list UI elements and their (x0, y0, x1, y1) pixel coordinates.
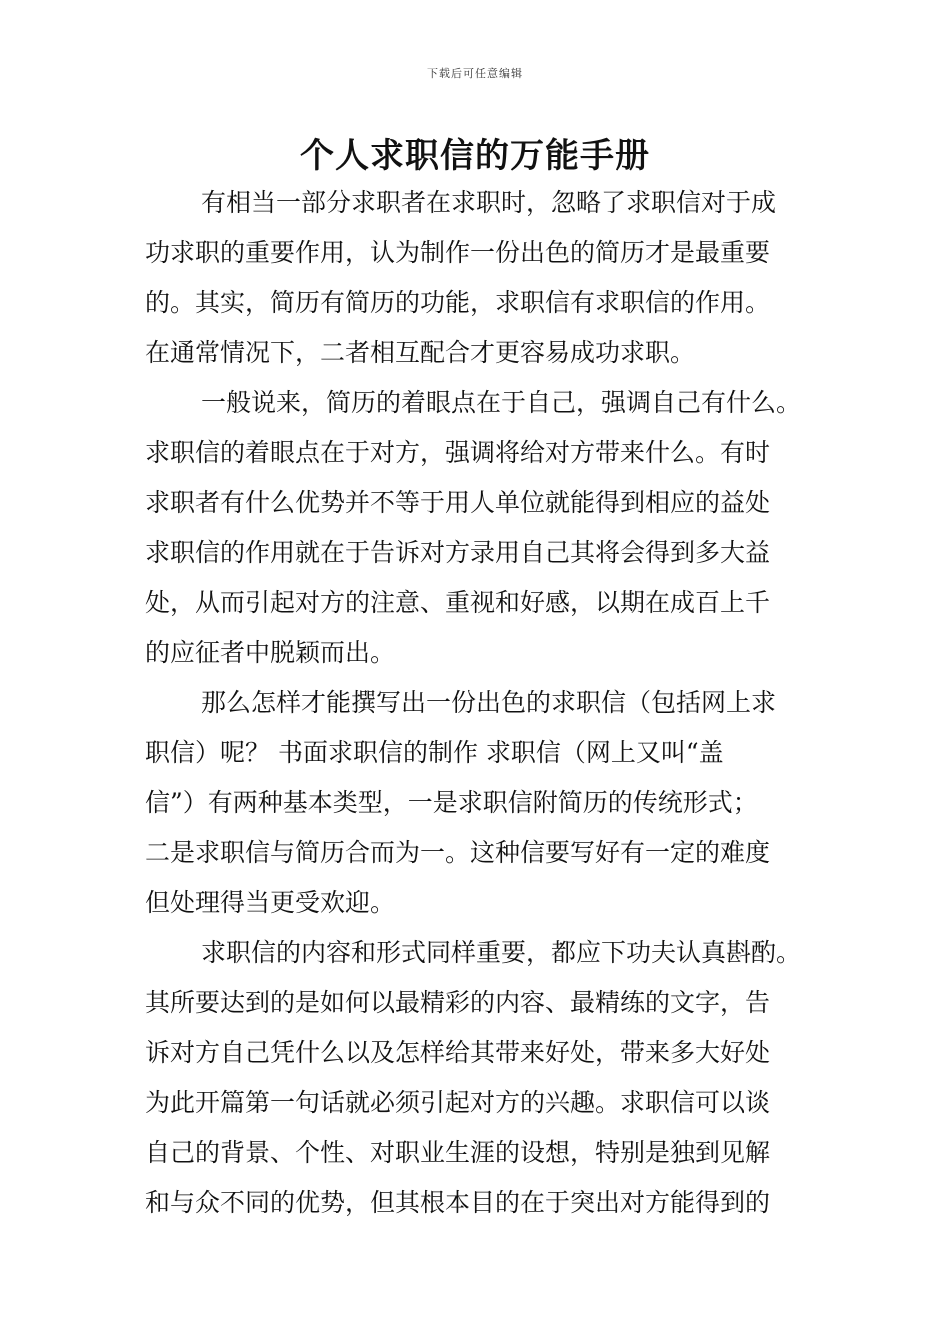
paragraph-line: 那么怎样才能撰写出一份出色的求职信（包括网上求 (201, 688, 777, 717)
paragraph-line: 的。其实，简历有简历的功能，求职信有求职信的作用。 (145, 288, 771, 317)
paragraph-4 (145, 928, 810, 1228)
paragraph-line: 诉对方自己凭什么以及怎样给其带来好处，带来多大好处 (145, 1038, 771, 1067)
paragraph-line: 二是求职信与简历合而为一。这种信要写好有一定的难度 (145, 838, 771, 867)
header-note: 下载后可任意编辑 (427, 67, 523, 80)
paragraph-line: 功求职的重要作用，认为制作一份出色的简历才是最重要 (145, 238, 771, 267)
paragraph-line: 为此开篇第一句话就必须引起对方的兴趣。求职信可以谈 (145, 1088, 771, 1117)
paragraph-line: 自己的背景、个性、对职业生涯的设想，特别是独到见解 (145, 1138, 771, 1167)
paragraph-line: 的应征者中脱颖而出。 (145, 638, 396, 667)
paragraph-line: 求职信的着眼点在于对方，强调将给对方带来什么。有时 (145, 438, 771, 467)
paragraph-line: 有相当一部分求职者在求职时，忽略了求职信对于成 (201, 188, 777, 217)
paragraph-2 (145, 378, 810, 678)
document-title: 个人求职信的万能手册 (300, 136, 650, 176)
paragraph-line: 求职信的作用就在于告诉对方录用自己其将会得到多大益 (145, 538, 771, 567)
document-body (145, 178, 810, 1228)
paragraph-line: 但处理得当更受欢迎。 (145, 888, 396, 917)
paragraph-1 (145, 178, 810, 378)
paragraph-line: 一般说来，简历的着眼点在于自己，强调自己有什么。 (201, 388, 802, 417)
paragraph-line: 求职信的内容和形式同样重要，都应下功夫认真斟酌。 (201, 938, 802, 967)
paragraph-line: 和与众不同的优势，但其根本目的在于突出对方能得到的 (145, 1188, 771, 1217)
paragraph-3 (145, 678, 810, 928)
paragraph-line: 信”）有两种基本类型，一是求职信附简历的传统形式； (145, 788, 758, 817)
paragraph-line: 求职者有什么优势并不等于用人单位就能得到相应的益处 (145, 488, 771, 517)
paragraph-line: 职信）呢？ 书面求职信的制作 求职信（网上又叫“盖 (145, 738, 724, 767)
paragraph-line: 其所要达到的是如何以最精彩的内容、最精练的文字，告 (145, 988, 771, 1017)
paragraph-line: 处，从而引起对方的注意、重视和好感，以期在成百上千 (145, 588, 771, 617)
paragraph-line: 在通常情况下，二者相互配合才更容易成功求职。 (145, 338, 696, 367)
